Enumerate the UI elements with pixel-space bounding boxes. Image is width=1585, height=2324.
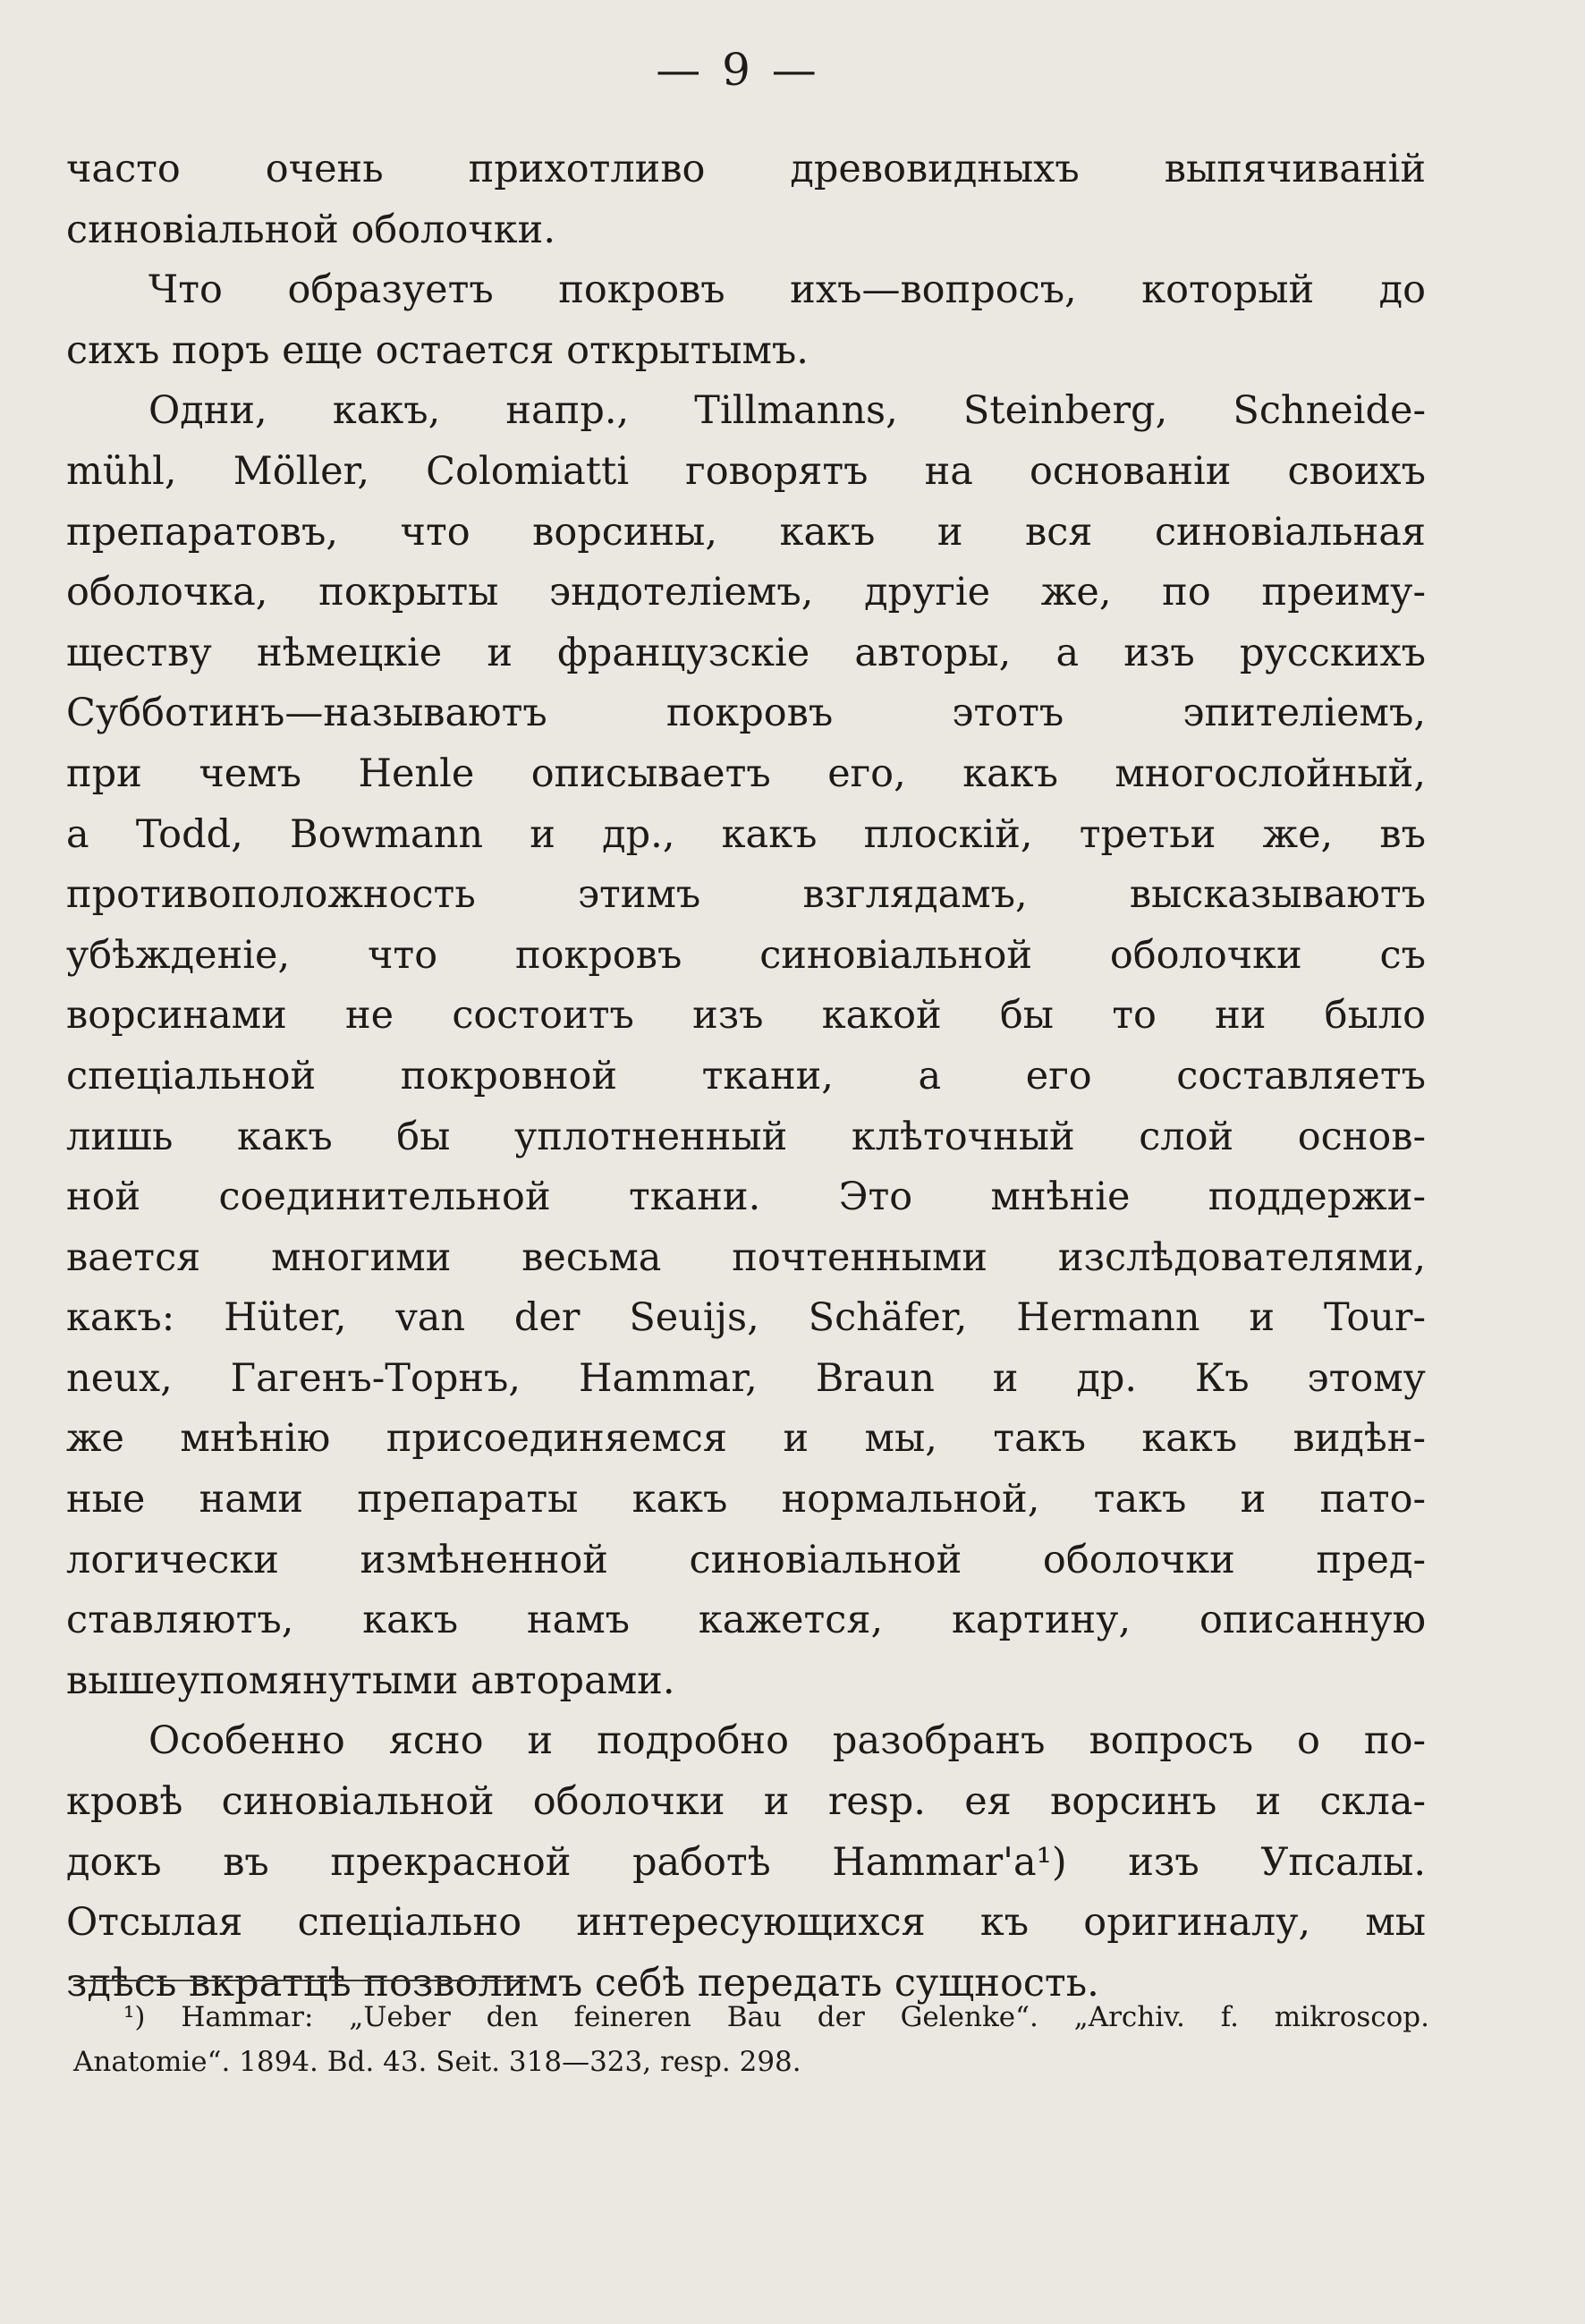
footnote-divider: [73, 1980, 530, 1981]
text-line: ¹) Hammar: „Ueber den feineren Bau der Gelenke“. „Archiv. f. mikroscop.: [123, 2001, 1429, 2033]
text-line: сихъ поръ еще остается открытымъ.: [66, 327, 809, 373]
text-line: ставляютъ, какъ намъ кажется, картину, описанную: [66, 1598, 1426, 1643]
text-line: здѣсь вкратцѣ позволимъ себѣ передать сущность.: [66, 1960, 1099, 2006]
footnote: [73, 1995, 1429, 2084]
text-line: синовіальной оболочки.: [66, 207, 555, 252]
text-line: лишь какъ бы уплотненный клѣточный слой основ-: [66, 1114, 1426, 1159]
text-line: спеціальной покровной ткани, а его составляетъ: [66, 1053, 1426, 1098]
text-line: часто очень прихотливо древовидныхъ выпячиваній: [66, 147, 1426, 191]
text-line: Отсылая спеціально интересующихся къ оригиналу, мы: [66, 1900, 1426, 1946]
text-line: Что образуетъ покровъ ихъ—вопросъ, который до: [148, 267, 1426, 313]
text-line: какъ: Hüter, van der Seuijs, Schäfer, Hermann и Tour-: [66, 1295, 1426, 1341]
text-line: кровѣ синовіальной оболочки и resp. ея ворсинъ и скла-: [66, 1779, 1426, 1825]
text-line: оболочка, покрыты эндотеліемъ, другіе же, по преиму-: [66, 570, 1426, 615]
text-line: ной соединительной ткани. Это мнѣніе поддержи-: [66, 1175, 1426, 1220]
text-line: Особенно ясно и подробно разобранъ вопросъ о по-: [148, 1718, 1426, 1764]
text-line: Субботинъ—называютъ покровъ этотъ эпителіемъ,: [66, 691, 1426, 736]
text-line: а Todd, Bowmann и др., какъ плоскій, третьи же, въ: [66, 811, 1426, 857]
text-line: neux, Гагенъ-Торнъ, Hammar, Braun и др. Къ этому: [66, 1355, 1426, 1401]
text-line: докъ въ прекрасной работѣ Hammar'а¹) изъ Упсалы.: [66, 1839, 1426, 1885]
text-line: противоположность этимъ взглядамъ, высказываютъ: [66, 872, 1426, 918]
text-line: mühl, Möller, Colomiatti говорятъ на основаніи своихъ: [66, 448, 1426, 494]
text-line: Anatomie“. 1894. Bd. 43. Seit. 318—323, resp. 298.: [73, 2046, 801, 2078]
text-line: Одни, какъ, напр., Tillmanns, Steinberg, Schneide-: [148, 388, 1426, 434]
body-text: [66, 140, 1426, 2014]
text-line: логически измѣненной синовіальной оболочки пред-: [66, 1537, 1426, 1582]
text-line: ществу нѣмецкіе и французскіе авторы, а изъ русскихъ: [66, 630, 1426, 675]
text-line: вается многими весьма почтенными изслѣдователями,: [66, 1234, 1426, 1280]
text-line: же мнѣнію присоединяемся и мы, такъ какъ видѣн-: [66, 1416, 1426, 1462]
text-line: убѣжденіе, что покровъ синовіальной оболочки съ: [66, 932, 1426, 978]
text-line: препаратовъ, что ворсины, какъ и вся синовіальная: [66, 509, 1426, 555]
text-line: ные нами препараты какъ нормальной, такъ и пато-: [66, 1477, 1426, 1522]
text-line: вышеупомянутыми авторами.: [66, 1658, 675, 1703]
text-line: ворсинами не состоитъ изъ какой бы то ни было: [66, 993, 1426, 1039]
page-number: — 9 —: [656, 44, 820, 96]
text-line: при чемъ Henle описываетъ его, какъ многослойный,: [66, 751, 1426, 796]
